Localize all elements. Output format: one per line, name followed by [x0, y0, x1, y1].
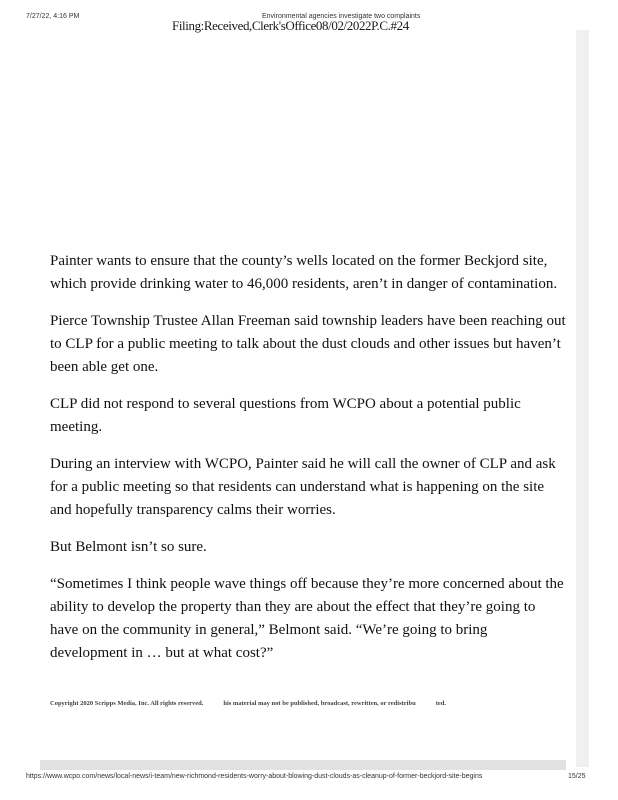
paragraph-freeman: Pierce Township Trustee Allan Freeman said township leaders have been reaching out to CLP for a public meeting to talk about the dust clouds and other issues but haven’t been able get one. — [50, 313, 566, 375]
paragraph-painter-interview: During an interview with WCPO, Painter said he will call the owner of CLP and ask for a public meeting so that residents can understand what is happening on the site and hopefully transparency calms their worries. — [50, 456, 556, 518]
paragraph-belmont-unsure: But Belmont isn’t so sure. — [50, 539, 207, 555]
vertical-scrollbar[interactable] — [576, 30, 589, 767]
article-body — [50, 250, 566, 679]
copyright-notice — [50, 700, 446, 707]
print-source-url: https://www.wcpo.com/news/local-news/i-team/new-richmond-residents-worry-about-blowing-dust-clouds-as-cleanup-of-former-beckjord-site-begins — [26, 773, 483, 780]
redistribution-notice-end: ted. — [435, 700, 447, 707]
print-page-number: 15/25 — [568, 773, 586, 780]
horizontal-scrollbar[interactable] — [40, 760, 566, 770]
filing-stamp: Filing:Received,Clerk'sOffice08/02/2022P.C.#24 — [172, 18, 409, 33]
print-date: 7/27/22, 4:16 PM — [26, 13, 80, 20]
copyright-text: Copyright 2020 Scripps Media, Inc. All rights reserved. — [50, 700, 204, 707]
redistribution-notice: his material may not be published, broadcast, rewritten, or redistribu — [223, 700, 416, 707]
paragraph-belmont-quote: “Sometimes I think people wave things off because they’re more concerned about the ability to develop the property than they are about the effect that they’re going to have on the community in general,” Belmont said. “We’re going to bring development in … but at what cost?” — [50, 576, 564, 661]
paragraph-wells: Painter wants to ensure that the county’s wells located on the former Beckjord site, which provide drinking water to 46,000 residents, aren’t in danger of contamination. — [50, 253, 558, 292]
paragraph-clp-no-response: CLP did not respond to several questions from WCPO about a potential public meeting. — [50, 396, 521, 435]
print-page-title: Environmental agencies investigate two complaints — [262, 13, 421, 20]
